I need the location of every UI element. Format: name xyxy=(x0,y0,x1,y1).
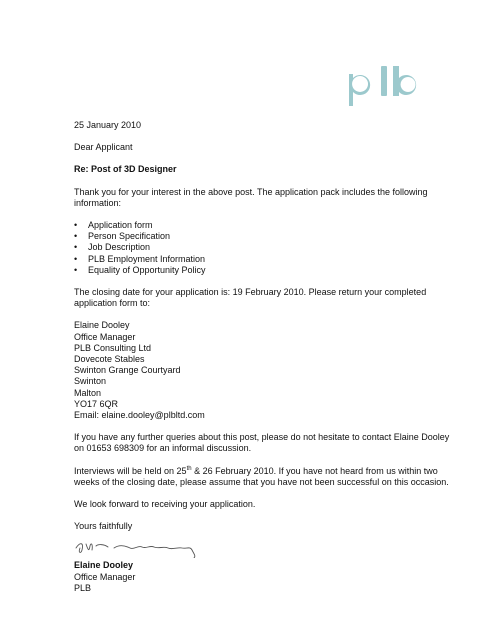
list-item: • Application form xyxy=(74,220,454,231)
queries-paragraph: If you have any further queries about this post, please do not hesitate to contact Elaine Dooley on 01653 698309 for an informal discussion. xyxy=(74,432,450,454)
list-item: • Job Description xyxy=(74,242,454,253)
address-line: Elaine Dooley xyxy=(74,320,130,331)
interviews-text-end: & 26 February 2010. If you have not heard from us within two weeks of the closing date, please assume that you have not been successful on this occasion. xyxy=(74,465,449,487)
subject-line: Re: Post of 3D Designer xyxy=(74,164,177,175)
signer-org: PLB xyxy=(74,582,92,593)
signer-title: Office Manager xyxy=(74,571,136,582)
list-item: • Equality of Opportunity Policy xyxy=(74,265,454,276)
address-line: Swinton Grange Courtyard xyxy=(74,365,181,376)
look-forward-paragraph: We look forward to receiving your application. xyxy=(74,499,256,510)
letter-body xyxy=(74,120,454,594)
signer-name: Elaine Dooley xyxy=(74,560,134,571)
interviews-paragraph xyxy=(74,466,454,488)
handwritten-signature xyxy=(74,536,204,558)
letter-date: 25 January 2010 xyxy=(74,120,142,130)
address-line: PLB Consulting Ltd xyxy=(74,342,152,353)
address-line: Dovecote Stables xyxy=(74,354,145,365)
address-line: YO17 6QR xyxy=(74,398,119,409)
list-item: • PLB Employment Information xyxy=(74,254,454,265)
return-address xyxy=(74,320,454,421)
address-line: Swinton xyxy=(74,376,107,387)
interviews-text-start: Interviews will be held on 25 xyxy=(74,465,187,476)
address-line: Office Manager xyxy=(74,331,136,342)
signoff: Yours faithfully xyxy=(74,521,133,532)
salutation: Dear Applicant xyxy=(74,142,133,153)
address-line: Malton xyxy=(74,387,102,398)
email-line: Email: elaine.dooley@plbltd.com xyxy=(74,410,205,421)
interviews-ordinal: th xyxy=(186,465,192,472)
plb-logo xyxy=(347,66,435,110)
intro-paragraph: Thank you for your interest in the above post. The application pack includes the following information: xyxy=(74,186,428,208)
list-item: • Person Specification xyxy=(74,231,454,242)
pack-items-list xyxy=(74,220,454,276)
closing-date-paragraph: The closing date for your application is: 19 February 2010. Please return your completed application form to: xyxy=(74,287,427,309)
